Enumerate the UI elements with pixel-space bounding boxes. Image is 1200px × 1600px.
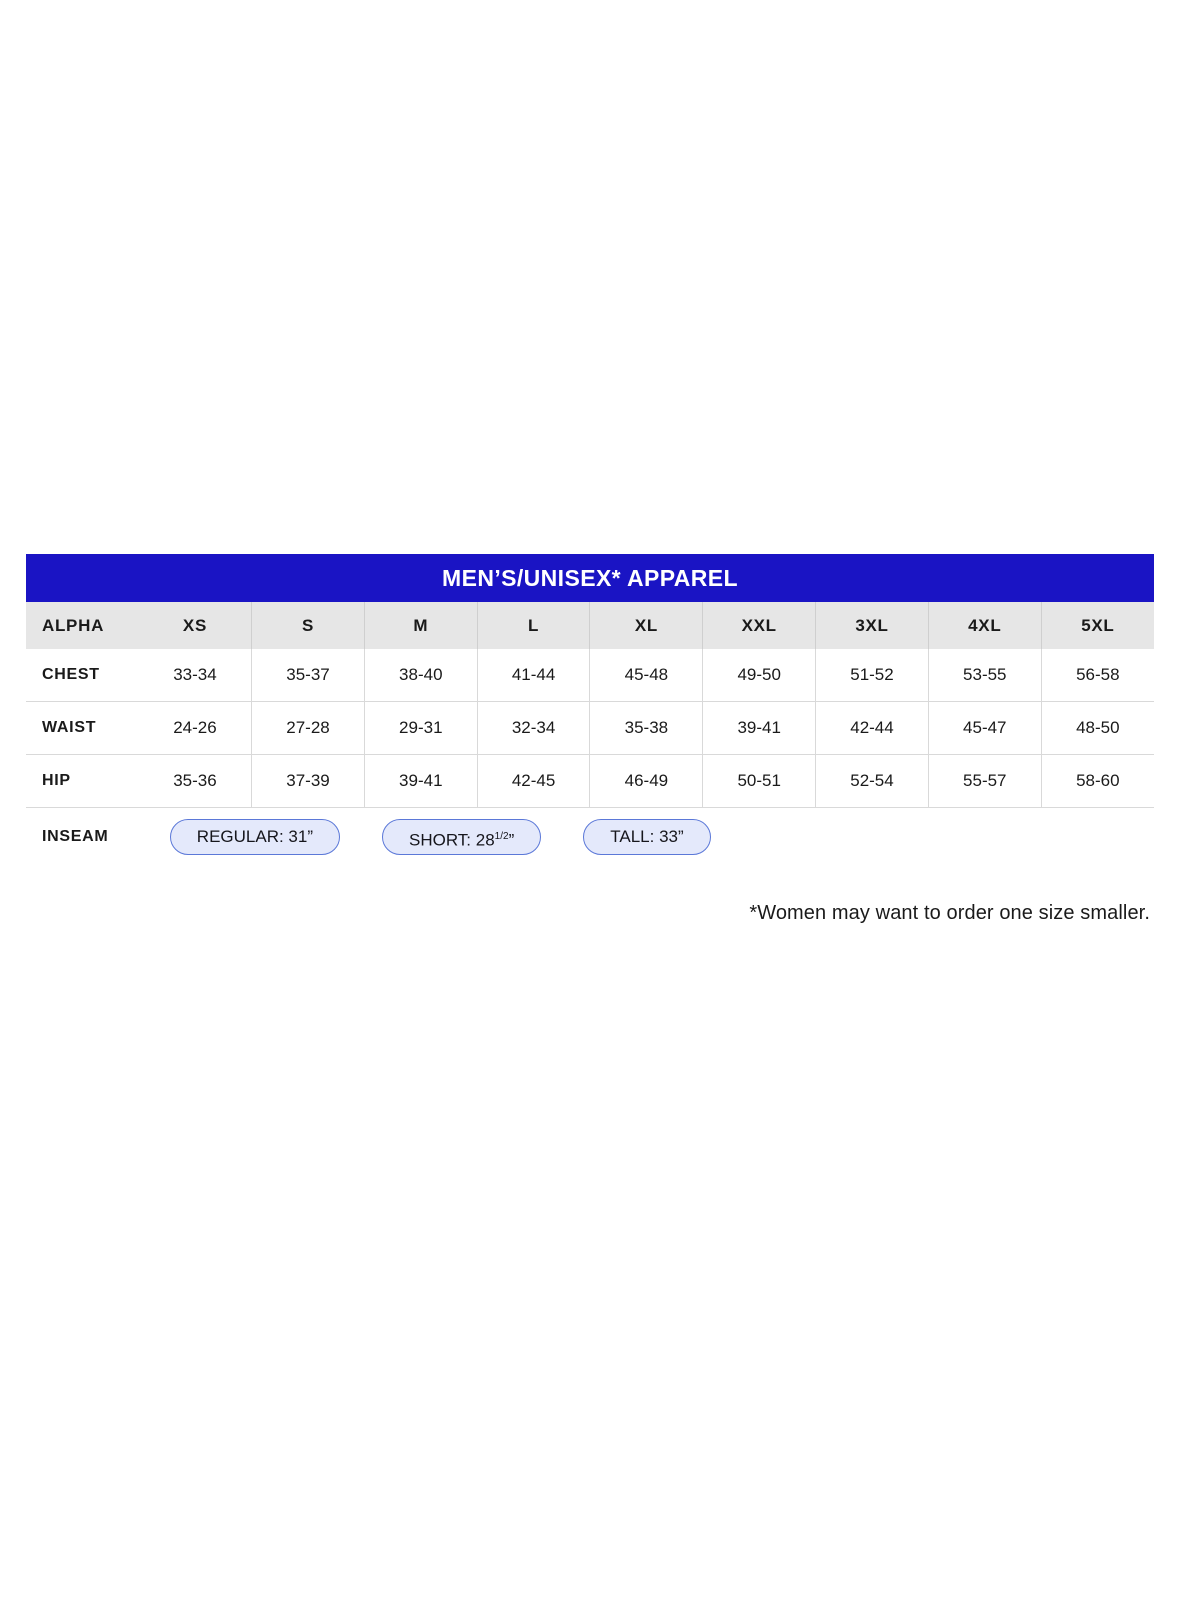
size-chart: [26, 554, 1154, 925]
cell-chest-m: 38-40: [364, 649, 477, 702]
cell-chest-l: 41-44: [477, 649, 590, 702]
column-header-xl: XL: [590, 602, 703, 649]
cell-waist-5xl: 48-50: [1041, 702, 1154, 755]
row-label-hip: HIP: [26, 755, 139, 808]
inseam-options-cell: [139, 808, 1154, 867]
cell-chest-5xl: 56-58: [1041, 649, 1154, 702]
cell-waist-4xl: 45-47: [928, 702, 1041, 755]
row-label-waist: WAIST: [26, 702, 139, 755]
cell-hip-3xl: 52-54: [816, 755, 929, 808]
cell-hip-xs: 35-36: [139, 755, 252, 808]
cell-hip-5xl: 58-60: [1041, 755, 1154, 808]
inseam-option-short[interactable]: [382, 819, 541, 855]
cell-hip-m: 39-41: [364, 755, 477, 808]
cell-hip-4xl: 55-57: [928, 755, 1041, 808]
column-header-alpha: ALPHA: [42, 615, 105, 635]
cell-chest-4xl: 53-55: [928, 649, 1041, 702]
cell-hip-xl: 46-49: [590, 755, 703, 808]
table-row: [26, 649, 1154, 702]
cell-hip-xxl: 50-51: [703, 755, 816, 808]
cell-chest-xxl: 49-50: [703, 649, 816, 702]
table-body: [26, 649, 1154, 866]
inseam-option-short-label: SHORT: 28: [409, 830, 495, 850]
inseam-option-regular[interactable]: [170, 819, 340, 855]
footnote: *Women may want to order one size smaller.: [749, 902, 1150, 924]
cell-waist-xxl: 39-41: [703, 702, 816, 755]
cell-chest-xs: 33-34: [139, 649, 252, 702]
table-header-row: [26, 602, 1154, 649]
cell-waist-m: 29-31: [364, 702, 477, 755]
inseam-option-short-fraction: 1/2: [494, 831, 509, 842]
cell-waist-s: 27-28: [252, 702, 365, 755]
page-title: MEN’S/UNISEX* APPAREL: [442, 564, 738, 591]
column-header-xxl: XXL: [703, 602, 816, 649]
table-row: [26, 755, 1154, 808]
table-head: [26, 602, 1154, 649]
cell-waist-xl: 35-38: [590, 702, 703, 755]
inseam-options: [140, 819, 1153, 855]
cell-waist-3xl: 42-44: [816, 702, 929, 755]
measurements-table: [26, 602, 1154, 866]
inseam-option-short-suffix: ”: [508, 830, 515, 850]
inseam-row: [26, 808, 1154, 867]
cell-chest-xl: 45-48: [590, 649, 703, 702]
column-header-3xl: 3XL: [816, 602, 929, 649]
cell-chest-3xl: 51-52: [816, 649, 929, 702]
column-header-5xl: 5XL: [1081, 615, 1115, 635]
cell-waist-xs: 24-26: [139, 702, 252, 755]
row-label-inseam: INSEAM: [42, 828, 109, 845]
column-header-xs: XS: [139, 602, 252, 649]
column-header-s: S: [252, 602, 365, 649]
chart-title-bar: [26, 554, 1154, 602]
cell-hip-s: 37-39: [252, 755, 365, 808]
inseam-option-tall-label: TALL: 33”: [610, 827, 684, 846]
row-label-chest: CHEST: [26, 649, 139, 702]
column-header-l: L: [477, 602, 590, 649]
inseam-option-tall[interactable]: [583, 819, 710, 855]
cell-waist-l: 32-34: [477, 702, 590, 755]
cell-hip-l: 42-45: [477, 755, 590, 808]
column-header-4xl: 4XL: [928, 602, 1041, 649]
table-row: [26, 702, 1154, 755]
cell-chest-s: 35-37: [252, 649, 365, 702]
column-header-m: M: [364, 602, 477, 649]
inseam-option-regular-label: REGULAR: 31”: [196, 827, 313, 846]
